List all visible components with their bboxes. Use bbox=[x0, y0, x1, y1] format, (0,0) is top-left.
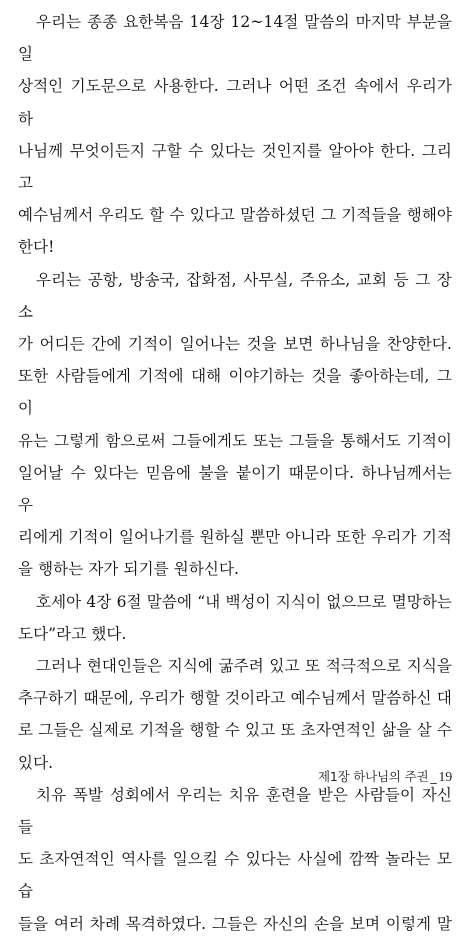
page-number: 19 bbox=[438, 770, 452, 785]
text-line: 들을 여러 차례 목격하였다. 그들은 자신의 손을 보며 이렇게 말 bbox=[18, 914, 452, 933]
paragraph-5 bbox=[18, 779, 452, 843]
paragraph-1 bbox=[18, 6, 452, 70]
text-line: 예수님께서 우리도 할 수 있다고 말씀하셨던 그 기적들을 행해야 bbox=[18, 206, 452, 225]
text-line: 유는 그렇게 함으로써 그들에게도 또는 그들을 통해서도 기적이 bbox=[18, 431, 452, 450]
footer-separator: _ bbox=[430, 769, 437, 784]
text-line: 호세아 4장 6절 말씀에 “내 백성이 지식이 없으므로 멸망하는 bbox=[36, 592, 452, 611]
paragraph-2 bbox=[18, 264, 452, 328]
text-line: 로 그들은 실제로 기적을 행할 수 있고 또 초자연적인 삶을 살 수 bbox=[18, 721, 452, 740]
text-line: 가 어디든 간에 기적이 일어나는 것을 보면 하나님을 찬양한다. bbox=[18, 335, 452, 354]
text-line: 한다! bbox=[18, 238, 55, 257]
chapter-title: 제1장 하나님의 주권 bbox=[318, 769, 429, 784]
text-line: 우리는 공항, 방송국, 잡화점, 사무실, 주유소, 교회 등 그 장소 bbox=[18, 270, 452, 321]
text-line: 치유 폭발 성회에서 우리는 치유 훈련을 받은 사람들이 자신들 bbox=[18, 785, 452, 837]
paragraph-3 bbox=[18, 586, 452, 618]
text-line: 나님께 무엇이든지 구할 수 있다는 것인지를 알아야 한다. 그리고 bbox=[18, 141, 452, 193]
text-line: 추구하기 때문에, 우리가 행할 것이라고 예수님께서 말씀하신 대 bbox=[18, 689, 452, 708]
text-line: 을 행하는 자가 되기를 원하신다. bbox=[18, 560, 240, 579]
body-text bbox=[18, 6, 452, 940]
text-line: 도다”라고 했다. bbox=[18, 624, 127, 643]
text-line: 그러나 현대인들은 지식에 굶주려 있고 또 적극적으로 지식을 bbox=[36, 657, 452, 676]
text-line: 우리는 종종 요한복음 14장 12~14절 말씀의 마지막 부분을 일 bbox=[18, 13, 452, 64]
text-line: 도 초자연적인 역사를 일으킬 수 있다는 사실에 깜짝 놀라는 모습 bbox=[18, 850, 452, 901]
text-line: 일어날 수 있다는 믿음에 불을 붙이기 때문이다. 하나님께서는 우 bbox=[18, 463, 452, 515]
text-line: 상적인 기도문으로 사용한다. 그러나 어떤 조건 속에서 우리가 하 bbox=[18, 77, 452, 128]
running-footer bbox=[318, 767, 452, 786]
paragraph-4 bbox=[18, 650, 452, 682]
text-line: 리에게 기적이 일어나기를 원하실 뿐만 아니라 또한 우리가 기적 bbox=[18, 528, 452, 547]
text-line: 또한 사람들에게 기적에 대해 이야기하는 것을 좋아하는데, 그 이 bbox=[18, 367, 452, 418]
text-line: 있다. bbox=[18, 753, 54, 772]
